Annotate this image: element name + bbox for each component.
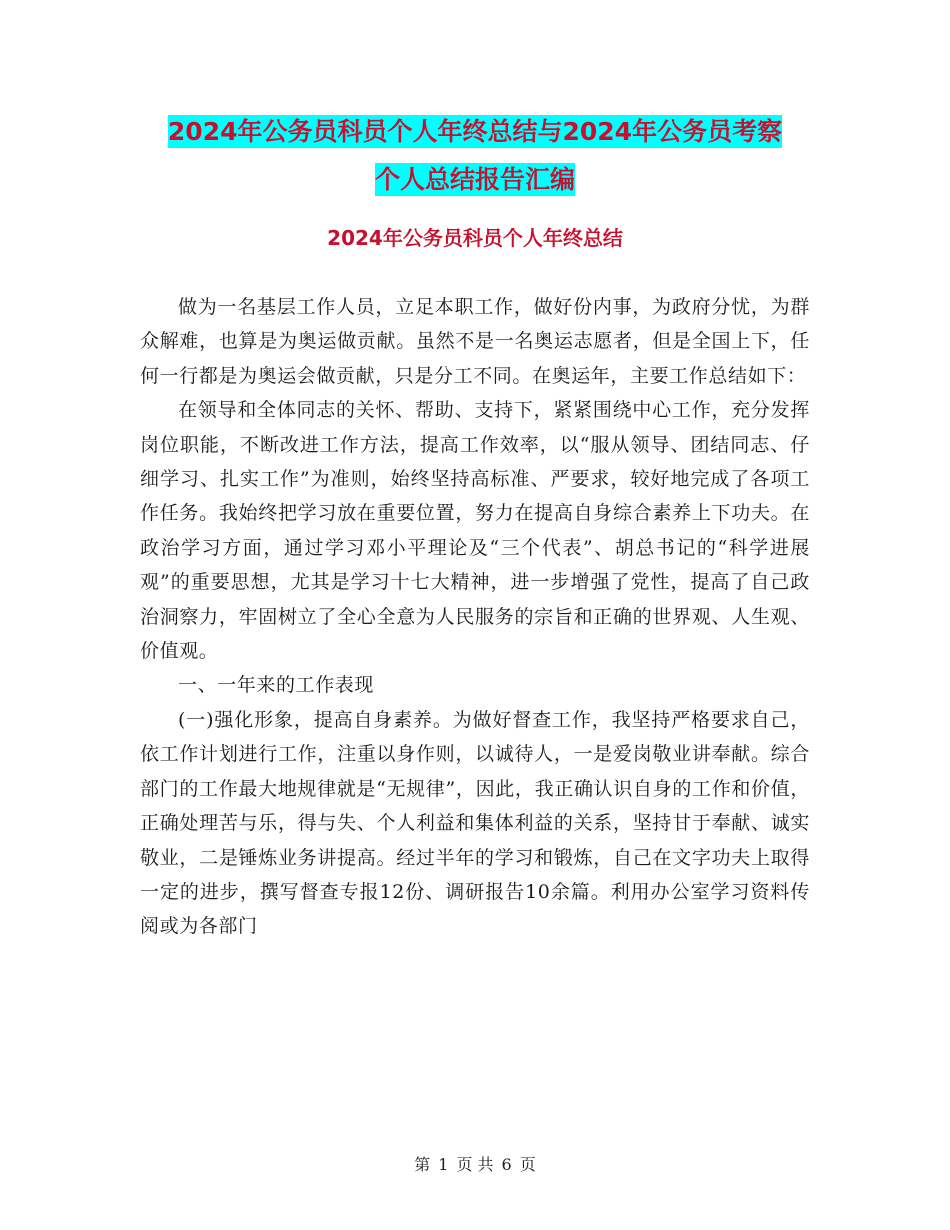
footer-mid: 页 共: [456, 1155, 494, 1174]
footer-suffix: 页: [519, 1155, 536, 1174]
title-line-1: 2024年公务员科员个人年终总结与2024年公务员考察: [167, 117, 783, 146]
document-title: [140, 108, 810, 204]
paragraph-3: (一)强化形象，提高自身素养。为做好督查工作，我坚持严格要求自己，依工作计划进行工作，注重以身作则，以诚待人，一是爱岗敬业讲奉献。综合部门的工作最大地规律就是“无规律”，因此，我正确认识自身的工作和价值，正确处理苦与乐，得与失、个人利益和集体利益的关系，坚持甘于奉献、诚实敬业，二是锤炼业务讲提高。经过半年的学习和锻炼，自己在文字功夫上取得一定的进步，撰写督查专报12份、调研报告10余篇。利用办公室学习资料传阅或为各部门: [140, 708, 810, 938]
paragraph-1: 做为一名基层工作人员，立足本职工作，做好份内事，为政府分忧，为群众解难，也算是为奥运做贡献。虽然不是一名奥运志愿者，但是全国上下，任何一行都是为奥运会做贡献，只是分工不同。在奥运年，主要工作总结如下：: [140, 296, 810, 387]
section-title: 2024年公务员科员个人年终总结: [327, 226, 623, 250]
footer-page-total: 6: [501, 1155, 512, 1174]
document-body: [140, 290, 810, 944]
page-footer: [0, 1152, 950, 1175]
paragraph-2: 在领导和全体同志的关怀、帮助、支持下，紧紧围绕中心工作，充分发挥岗位职能，不断改进工作方法，提高工作效率，以“服从领导、团结同志、仔细学习、扎实工作”为准则，始终坚持高标准、严要求，较好地完成了各项工作任务。我始终把学习放在重要位置，努力在提高自身综合素养上下功夫。在政治学习方面，通过学习邓小平理论及“三个代表”、胡总书记的“科学进展观”的重要思想，尤其是学习十七大精神，进一步增强了党性，提高了自己政治洞察力，牢固树立了全心全意为人民服务的宗旨和正确的世界观、人生观、价值观。: [140, 399, 810, 663]
heading-work-performance: 一、一年来的工作表现: [178, 674, 375, 697]
footer-prefix: 第: [414, 1155, 431, 1174]
footer-page-number: 1: [438, 1155, 449, 1174]
title-line-2: 个人总结报告汇编: [374, 165, 575, 194]
